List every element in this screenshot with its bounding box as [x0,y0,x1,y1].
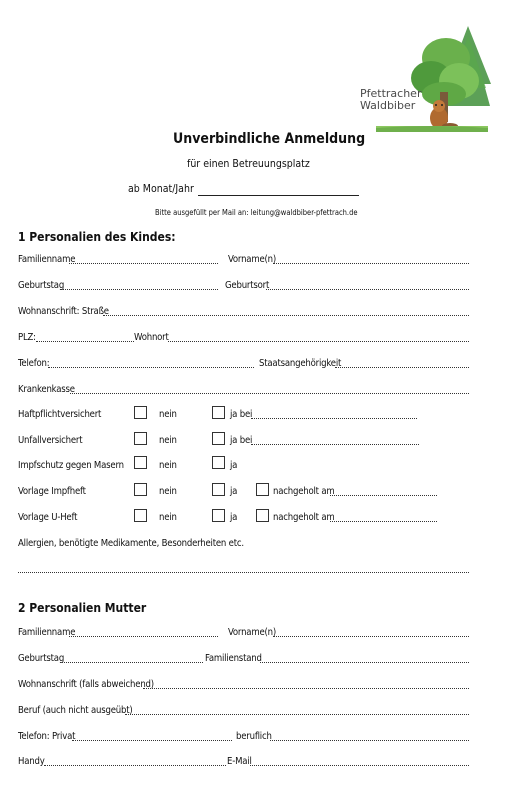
uheft-nein-label: nein [159,512,177,523]
impfheft-nachgeholt-checkbox[interactable] [256,483,269,496]
section1-heading: 1 Personalien des Kindes: [18,230,176,244]
impfheft-nein-label: nein [159,486,177,497]
page-subtitle: für einen Betreuungsplatz [187,158,310,170]
haftpflicht-jabei-label: ja bei [230,409,253,420]
child-staatsang-field[interactable] [335,367,469,368]
child-plz-field[interactable] [36,341,134,342]
child-geburtsort-label: Geburtsort [225,280,270,291]
haftpflicht-nein-checkbox[interactable] [134,406,147,419]
mother-handy-field[interactable] [44,765,226,766]
unfall-label: Unfallversichert [18,435,83,446]
haftpflicht-ja-checkbox[interactable] [212,406,225,419]
mother-vorname-label: Vorname(n) [228,627,277,638]
child-vorname-label: Vorname(n) [228,254,277,265]
child-familienname-label: Familienname [18,254,76,265]
child-telefon-field[interactable] [48,367,254,368]
mother-beruflich-field[interactable] [270,740,469,741]
impfschutz-nein-checkbox[interactable] [134,456,147,469]
mother-wohnanschrift-field[interactable] [143,688,469,689]
child-krankenkasse-label: Krankenkasse [18,384,75,395]
child-telefon-label: Telefon: [18,358,50,369]
unfall-jabei-label: ja bei [230,435,253,446]
mother-email-field[interactable] [250,765,469,766]
child-plz-label: PLZ: [18,332,36,343]
unfall-nein-checkbox[interactable] [134,432,147,445]
mother-familienname-field[interactable] [69,636,218,637]
uheft-nein-checkbox[interactable] [134,509,147,522]
mother-beruf-label: Beruf (auch nicht ausgeübt) [18,705,133,716]
uheft-nachgeholt-label: nachgeholt am [273,512,335,523]
section2-heading: 2 Personalien Mutter [18,601,147,615]
child-familienname-field[interactable] [69,263,218,264]
child-geburtstag-field[interactable] [60,289,218,290]
child-krankenkasse-field[interactable] [70,393,469,394]
mother-familienstand-label: Familienstand [205,653,262,664]
allergien-label: Allergien, benötigte Medikamente, Besonderheiten etc. [18,538,244,549]
impfschutz-nein-label: nein [159,460,177,471]
haftpflicht-jabei-field[interactable] [251,418,417,419]
start-date-field[interactable] [198,195,359,196]
haftpflicht-label: Haftpflichtversichert [18,409,102,420]
mother-vorname-field[interactable] [273,636,469,637]
mother-geburtstag-field[interactable] [60,662,203,663]
child-geburtstag-label: Geburtstag [18,280,65,291]
uheft-label: Vorlage U-Heft [18,512,78,523]
logo-text-line2: Waldbiber [360,99,416,112]
child-staatsang-label: Staatsangehörigkeit [259,358,342,369]
unfall-nein-label: nein [159,435,177,446]
unfall-ja-checkbox[interactable] [212,432,225,445]
impfheft-ja-label: ja [230,486,238,497]
start-date-label: ab Monat/Jahr [128,183,194,195]
impfheft-nachgeholt-label: nachgeholt am [273,486,335,497]
mother-telefon-field[interactable] [72,740,232,741]
page-title: Unverbindliche Anmeldung [173,131,366,147]
child-strasse-field[interactable] [103,315,469,316]
mother-email-label: E-Mail [227,756,252,767]
child-wohnort-field[interactable] [168,341,469,342]
mother-familienname-label: Familienname [18,627,76,638]
impfheft-nachgeholt-field[interactable] [330,495,437,496]
uheft-nachgeholt-checkbox[interactable] [256,509,269,522]
allergien-field[interactable] [18,572,469,573]
impfschutz-label: Impfschutz gegen Masern [18,460,124,471]
impfheft-ja-checkbox[interactable] [212,483,225,496]
impfheft-label: Vorlage Impfheft [18,486,86,497]
child-geburtsort-field[interactable] [266,289,469,290]
mother-beruf-field[interactable] [125,714,469,715]
child-wohnort-label: Wohnort [134,332,169,343]
uheft-nachgeholt-field[interactable] [330,521,437,522]
mother-familienstand-field[interactable] [260,662,469,663]
mother-wohnanschrift-label: Wohnanschrift (falls abweichend) [18,679,154,690]
child-wohnanschrift-label: Wohnanschrift: Straße [18,306,109,317]
mail-note: Bitte ausgefüllt per Mail an: leitung@waldbiber-pfettrach.de [155,208,358,217]
mother-handy-label: Handy [18,756,45,767]
uheft-ja-label: ja [230,512,238,523]
impfheft-nein-checkbox[interactable] [134,483,147,496]
mother-beruflich-label: beruflich [236,731,272,742]
mother-geburtstag-label: Geburtstag [18,653,65,664]
child-vorname-field[interactable] [273,263,469,264]
unfall-jabei-field[interactable] [251,444,419,445]
impfschutz-ja-checkbox[interactable] [212,456,225,469]
waldbiber-logo [356,26,491,138]
tree-beaver-illustration [356,26,491,138]
uheft-ja-checkbox[interactable] [212,509,225,522]
haftpflicht-nein-label: nein [159,409,177,420]
logo-text-line1: Pfettracher [360,87,422,100]
impfschutz-ja-label: ja [230,460,238,471]
mother-telefon-label: Telefon: Privat [18,731,76,742]
